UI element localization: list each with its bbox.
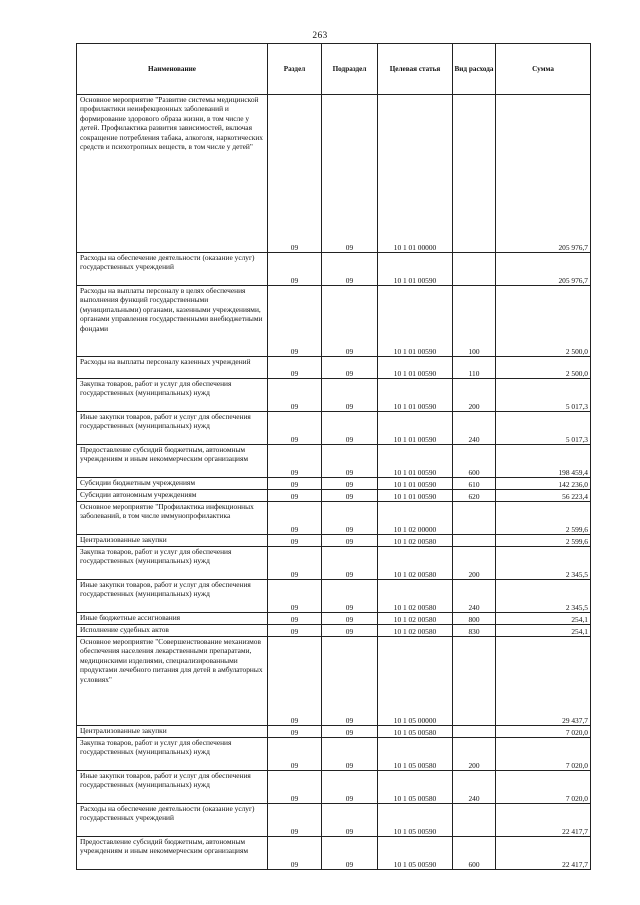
row-amount-cell: 2 500,0 xyxy=(496,357,591,379)
table-header xyxy=(77,44,591,95)
table-row xyxy=(77,804,591,837)
row-subsection-cell: 09 xyxy=(322,738,378,771)
row-target-cell: 10 1 01 00590 xyxy=(378,445,453,478)
row-amount-cell: 205 976,7 xyxy=(496,253,591,286)
row-expense-type-cell xyxy=(453,502,496,535)
row-target-cell: 10 1 02 00580 xyxy=(378,625,453,637)
row-target-cell: 10 1 01 00590 xyxy=(378,379,453,412)
row-section-cell: 09 xyxy=(268,804,322,837)
row-target-cell: 10 1 01 00590 xyxy=(378,286,453,357)
row-expense-type-cell: 610 xyxy=(453,478,496,490)
row-section-cell: 09 xyxy=(268,547,322,580)
header-name: Наименование xyxy=(77,44,268,95)
row-section-cell: 09 xyxy=(268,445,322,478)
row-target-cell: 10 1 02 00580 xyxy=(378,580,453,613)
row-amount-cell: 7 020,0 xyxy=(496,726,591,738)
table-row xyxy=(77,637,591,726)
row-expense-type-cell: 830 xyxy=(453,625,496,637)
row-section-cell: 09 xyxy=(268,738,322,771)
table-row xyxy=(77,253,591,286)
row-target-cell: 10 1 05 00590 xyxy=(378,804,453,837)
row-expense-type-cell xyxy=(453,95,496,253)
row-subsection-cell: 09 xyxy=(322,412,378,445)
table-row xyxy=(77,738,591,771)
row-target-cell: 10 1 02 00580 xyxy=(378,535,453,547)
row-name-cell: Закупка товаров, работ и услуг для обеспечения государственных (муниципальных) нужд xyxy=(77,738,268,771)
row-name-cell: Основное мероприятие "Профилактика инфекционных заболеваний, в том числе иммунопрофилактика xyxy=(77,502,268,535)
row-name-cell: Расходы на обеспечение деятельности (оказание услуг) государственных учреждений xyxy=(77,253,268,286)
row-name-cell: Централизованные закупки xyxy=(77,726,268,738)
table-body xyxy=(77,95,591,870)
row-expense-type-cell: 200 xyxy=(453,738,496,771)
row-subsection-cell: 09 xyxy=(322,771,378,804)
table-row xyxy=(77,580,591,613)
row-name-cell: Расходы на выплаты персоналу казенных учреждений xyxy=(77,357,268,379)
row-name-cell: Предоставление субсидий бюджетным, автономным учреждениям и иным некоммерческим организациям xyxy=(77,445,268,478)
row-section-cell: 09 xyxy=(268,502,322,535)
row-subsection-cell: 09 xyxy=(322,613,378,625)
row-name-cell: Основное мероприятие "Развитие системы медицинской профилактики неинфекционных заболеваний и формирование здорового образа жизни, в том числе у детей. Профилактика развития зависимостей, включая сокращение потребления табака, алкоголя, наркотических средств и психотропных веществ, в том числе у детей" xyxy=(77,95,268,253)
row-target-cell: 10 1 01 00590 xyxy=(378,357,453,379)
row-section-cell: 09 xyxy=(268,478,322,490)
row-name-cell: Субсидии бюджетным учреждениям xyxy=(77,478,268,490)
row-expense-type-cell: 240 xyxy=(453,771,496,804)
row-subsection-cell: 09 xyxy=(322,547,378,580)
table-row xyxy=(77,445,591,478)
table-row xyxy=(77,95,591,253)
row-name-cell: Расходы на выплаты персоналу в целях обеспечения выполнения функций государственными (муниципальными) органами, казенными учреждениями, органами управления государственными внебюджетными фондами xyxy=(77,286,268,357)
row-subsection-cell: 09 xyxy=(322,625,378,637)
row-amount-cell: 2 599,6 xyxy=(496,502,591,535)
row-section-cell: 09 xyxy=(268,580,322,613)
row-subsection-cell: 09 xyxy=(322,478,378,490)
row-target-cell: 10 1 02 00580 xyxy=(378,613,453,625)
row-section-cell: 09 xyxy=(268,379,322,412)
row-section-cell: 09 xyxy=(268,286,322,357)
row-subsection-cell: 09 xyxy=(322,490,378,502)
row-target-cell: 10 1 02 00580 xyxy=(378,547,453,580)
row-name-cell: Исполнение судебных актов xyxy=(77,625,268,637)
row-subsection-cell: 09 xyxy=(322,445,378,478)
row-subsection-cell: 09 xyxy=(322,286,378,357)
row-subsection-cell: 09 xyxy=(322,535,378,547)
row-section-cell: 09 xyxy=(268,490,322,502)
row-expense-type-cell: 100 xyxy=(453,286,496,357)
row-amount-cell: 29 437,7 xyxy=(496,637,591,726)
row-section-cell: 09 xyxy=(268,357,322,379)
row-name-cell: Расходы на обеспечение деятельности (оказание услуг) государственных учреждений xyxy=(77,804,268,837)
table-row xyxy=(77,625,591,637)
row-expense-type-cell: 600 xyxy=(453,837,496,870)
table-row xyxy=(77,286,591,357)
row-amount-cell: 2 500,0 xyxy=(496,286,591,357)
row-amount-cell: 2 345,5 xyxy=(496,547,591,580)
table-row xyxy=(77,837,591,870)
row-target-cell: 10 1 01 00590 xyxy=(378,478,453,490)
row-name-cell: Централизованные закупки xyxy=(77,535,268,547)
header-amount: Сумма xyxy=(496,44,591,95)
row-subsection-cell: 09 xyxy=(322,837,378,870)
row-section-cell: 09 xyxy=(268,625,322,637)
row-amount-cell: 2 345,5 xyxy=(496,580,591,613)
row-amount-cell: 205 976,7 xyxy=(496,95,591,253)
header-target: Целевая статья xyxy=(378,44,453,95)
table-row xyxy=(77,490,591,502)
row-name-cell: Предоставление субсидий бюджетным, автономным учреждениям и иным некоммерческим организациям xyxy=(77,837,268,870)
row-name-cell: Иные бюджетные ассигнования xyxy=(77,613,268,625)
row-name-cell: Основное мероприятие "Совершенствование механизмов обеспечения населения лекарственными препаратами, медицинскими изделиями, специализированными продуктами лечебного питания для детей в амбулаторных условиях" xyxy=(77,637,268,726)
row-subsection-cell: 09 xyxy=(322,357,378,379)
row-name-cell: Иные закупки товаров, работ и услуг для обеспечения государственных (муниципальных) нужд xyxy=(77,412,268,445)
row-expense-type-cell xyxy=(453,804,496,837)
row-amount-cell: 22 417,7 xyxy=(496,804,591,837)
row-expense-type-cell: 600 xyxy=(453,445,496,478)
row-amount-cell: 142 236,0 xyxy=(496,478,591,490)
row-expense-type-cell: 620 xyxy=(453,490,496,502)
row-expense-type-cell: 200 xyxy=(453,379,496,412)
row-subsection-cell: 09 xyxy=(322,379,378,412)
row-section-cell: 09 xyxy=(268,412,322,445)
table-row xyxy=(77,379,591,412)
row-amount-cell: 56 223,4 xyxy=(496,490,591,502)
row-expense-type-cell: 200 xyxy=(453,547,496,580)
row-amount-cell: 254,1 xyxy=(496,625,591,637)
row-section-cell: 09 xyxy=(268,95,322,253)
row-target-cell: 10 1 05 00000 xyxy=(378,637,453,726)
table-row xyxy=(77,412,591,445)
row-target-cell: 10 1 05 00580 xyxy=(378,726,453,738)
row-amount-cell: 5 017,3 xyxy=(496,412,591,445)
table-row xyxy=(77,726,591,738)
row-amount-cell: 2 599,6 xyxy=(496,535,591,547)
budget-table xyxy=(76,43,591,870)
row-expense-type-cell: 240 xyxy=(453,412,496,445)
row-target-cell: 10 1 01 00000 xyxy=(378,95,453,253)
row-expense-type-cell xyxy=(453,726,496,738)
row-subsection-cell: 09 xyxy=(322,726,378,738)
row-target-cell: 10 1 02 00000 xyxy=(378,502,453,535)
table-row xyxy=(77,535,591,547)
page-number: 263 xyxy=(312,31,328,41)
table-row xyxy=(77,357,591,379)
row-target-cell: 10 1 01 00590 xyxy=(378,490,453,502)
row-name-cell: Закупка товаров, работ и услуг для обеспечения государственных (муниципальных) нужд xyxy=(77,547,268,580)
row-target-cell: 10 1 01 00590 xyxy=(378,253,453,286)
table-row xyxy=(77,502,591,535)
row-subsection-cell: 09 xyxy=(322,95,378,253)
row-section-cell: 09 xyxy=(268,837,322,870)
row-section-cell: 09 xyxy=(268,771,322,804)
row-amount-cell: 5 017,3 xyxy=(496,379,591,412)
table-row xyxy=(77,478,591,490)
row-name-cell: Иные закупки товаров, работ и услуг для обеспечения государственных (муниципальных) нужд xyxy=(77,580,268,613)
row-amount-cell: 22 417,7 xyxy=(496,837,591,870)
row-section-cell: 09 xyxy=(268,535,322,547)
row-expense-type-cell xyxy=(453,253,496,286)
row-amount-cell: 7 020,0 xyxy=(496,738,591,771)
row-target-cell: 10 1 05 00590 xyxy=(378,837,453,870)
row-name-cell: Закупка товаров, работ и услуг для обеспечения государственных (муниципальных) нужд xyxy=(77,379,268,412)
row-target-cell: 10 1 01 00590 xyxy=(378,412,453,445)
header-section: Раздел xyxy=(268,44,322,95)
row-subsection-cell: 09 xyxy=(322,637,378,726)
header-subsection: Подраздел xyxy=(322,44,378,95)
row-subsection-cell: 09 xyxy=(322,804,378,837)
row-section-cell: 09 xyxy=(268,637,322,726)
row-amount-cell: 198 459,4 xyxy=(496,445,591,478)
row-section-cell: 09 xyxy=(268,253,322,286)
row-expense-type-cell xyxy=(453,637,496,726)
row-subsection-cell: 09 xyxy=(322,502,378,535)
row-target-cell: 10 1 05 00580 xyxy=(378,771,453,804)
row-amount-cell: 7 020,0 xyxy=(496,771,591,804)
row-expense-type-cell: 240 xyxy=(453,580,496,613)
row-expense-type-cell: 110 xyxy=(453,357,496,379)
table-row xyxy=(77,547,591,580)
table-row xyxy=(77,613,591,625)
header-row xyxy=(77,44,591,95)
row-subsection-cell: 09 xyxy=(322,580,378,613)
row-amount-cell: 254,1 xyxy=(496,613,591,625)
row-target-cell: 10 1 05 00580 xyxy=(378,738,453,771)
row-name-cell: Субсидии автономным учреждениям xyxy=(77,490,268,502)
row-name-cell: Иные закупки товаров, работ и услуг для обеспечения государственных (муниципальных) нужд xyxy=(77,771,268,804)
table-row xyxy=(77,771,591,804)
row-expense-type-cell xyxy=(453,535,496,547)
row-section-cell: 09 xyxy=(268,613,322,625)
row-subsection-cell: 09 xyxy=(322,253,378,286)
header-expense-type: Вид расхода xyxy=(453,44,496,95)
row-section-cell: 09 xyxy=(268,726,322,738)
row-expense-type-cell: 800 xyxy=(453,613,496,625)
